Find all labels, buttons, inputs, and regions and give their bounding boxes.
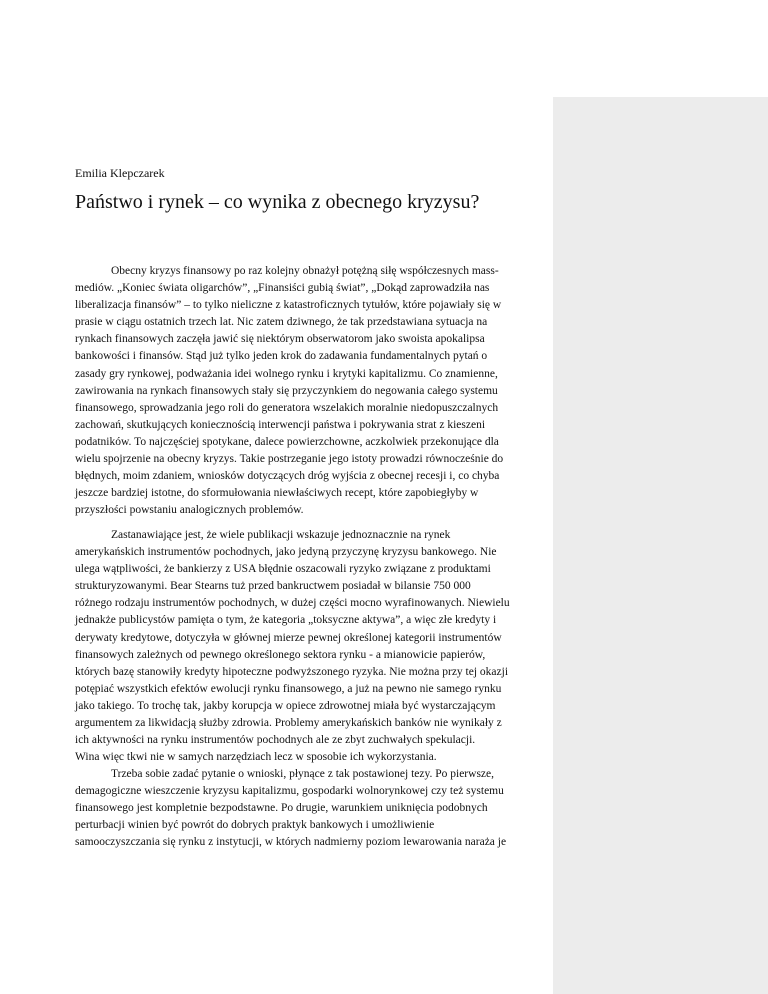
paragraph-line: ich aktywności na rynku instrumentów pochodnych ale ze zbyt zuchwałych spekulacji. (75, 734, 476, 747)
paragraph-line: wielu spojrzenie na obecny kryzys. Takie postrzeganie jego istoty prowadzi równocześnie do (75, 453, 504, 466)
paragraph-line: finansowego jest kompletnie bezpodstawne. Po drugie, warunkiem uniknięcia podobnych (75, 802, 488, 815)
paragraph-line: zawirowania na rynkach finansowych stały się przyczynkiem do negowania całego systemu (75, 384, 498, 397)
paragraph-line: zasady gry rynkowej, podważania idei wolnego rynku i krytyki kapitalizmu. Co znamienne, (75, 367, 498, 380)
paragraph-line: amerykańskich instrumentów pochodnych, jako jedyną przyczynę kryzysu bankowego. Nie (75, 546, 497, 559)
comment-margin-pane (553, 97, 768, 994)
paragraph-line: strukturyzowanymi. Bear Stearns tuż przed bankructwem posiadał w bilansie 750 000 (75, 580, 471, 593)
paragraph-line: mediów. „Koniec świata oligarchów”, „Finansiści gubią świat”, „Dokąd zaprowadziła nas (75, 282, 490, 295)
paragraph-line: derywaty kredytowe, dotyczyła w głównej mierze pewnej określonej kategorii instrumentów (75, 631, 502, 644)
paragraph-line: perturbacji winien być powrót do dobrych praktyk bankowych i umożliwienie (75, 819, 435, 832)
document-title: Państwo i rynek – co wynika z obecnego kryzysu? (75, 191, 480, 213)
paragraph-line: rynkach finansowych zaczęła jawić się niektórym obserwatorom jako swoista apokalipsa (75, 333, 485, 346)
paragraph-line: błędnych, moim zdaniem, wniosków dotyczących dróg wyjścia z obecnej recesji i, co chyba (75, 470, 500, 483)
paragraph-line: jeszcze bardziej istotne, do sformułowania niewłaściwych recept, które zapobiegłyby w (75, 487, 479, 500)
author-name: Emilia Klepczarek (75, 166, 165, 180)
paragraph-line: argumentem za likwidacją służby zdrowia. Problemy amerykańskich banków nie wynikały z (75, 717, 502, 730)
paragraph-line: prasie w ciągu ostatnich trzech lat. Nic zatem dziwnego, że tak przedstawiana sytuacja na (75, 316, 488, 329)
paragraph-line: finansowych zależnych od pewnego określonego sektora rynku - a mianowicie papierów, (75, 648, 486, 661)
paragraph-line: liberalizacja finansów” – to tylko nieliczne z katastroficznych tytułów, które pojawiały się w (75, 299, 502, 312)
paragraph-line: demagogiczne wieszczenie kryzysu kapitalizmu, gospodarki wolnorynkowej czy też systemu (75, 785, 504, 798)
paragraph-line: Wina więc tkwi nie w samych narzędziach lecz w sposobie ich wykorzystania. (75, 751, 437, 764)
paragraph-2 (75, 527, 545, 766)
paragraph-line: jednakże publicystów pamięta o tym, że kategoria „toksyczne aktywa”, a więc złe kredyty i (75, 614, 497, 627)
paragraph-1 (75, 263, 545, 519)
paragraph-line: podatników. To najczęściej spotykane, dalece powierzchowne, aczkolwiek przekonujące dla (75, 435, 499, 448)
paragraph-line: bankowości i finansów. Stąd już tylko jeden krok do zadawania fundamentalnych pytań o (75, 350, 488, 363)
paragraph-line: samooczyszczania się rynku z instytucji, w których nadmierny poziom lewarowania naraża je (75, 836, 507, 849)
paragraph-line: potępiać wszystkich efektów ewolucji rynku finansowego, a już na pewno nie samego rynku (75, 682, 502, 695)
paragraph-line: Obecny kryzys finansowy po raz kolejny obnażył potężną siłę współczesnych mass- (111, 265, 499, 277)
paragraph-line: Trzeba sobie zadać pytanie o wnioski, płynące z tak postawionej tezy. Po pierwsze, (111, 768, 495, 780)
paragraph-line: ulega wątpliwości, że bankierzy z USA błędnie oszacowali ryzyko związane z produktami (75, 563, 491, 576)
paragraph-line: jako takiego. To trochę tak, jakby korupcja w opiece zdrowotnej miała być wystarczającym (75, 699, 496, 712)
paragraph-line: zachowań, skutkujących koniecznością interwencji państwa i pokrywania strat z kieszeni (75, 418, 486, 431)
paragraph-3 (75, 766, 545, 851)
paragraph-line: których bazę stanowiły kredyty hipoteczne podwyższonego ryzyka. Nie można przy tej okazji (75, 665, 509, 678)
paragraph-line: finansowego, sprowadzania jego roli do generatora wszelakich moralnie niedopuszczalnych (75, 401, 499, 414)
paragraph-line: różnego rodzaju instrumentów pochodnych, w dużej części mocno wyrafinowanych. Niewielu (75, 597, 510, 610)
paragraph-line: przyszłości powstaniu analogicznych problemów. (75, 504, 304, 517)
paragraph-line: Zastanawiające jest, że wiele publikacji wskazuje jednoznacznie na rynek (111, 529, 451, 541)
